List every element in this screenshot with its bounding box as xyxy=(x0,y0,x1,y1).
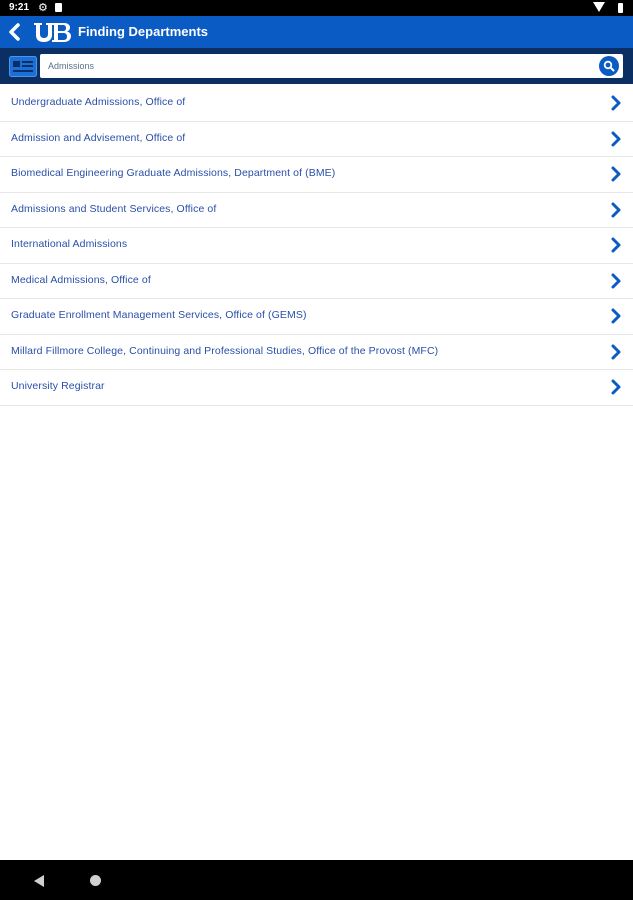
chevron-left-icon xyxy=(4,20,26,44)
list-item[interactable] xyxy=(0,335,633,371)
chevron-right-icon xyxy=(609,307,623,325)
list-item[interactable] xyxy=(0,86,633,122)
list-item[interactable] xyxy=(0,370,633,406)
chevron-right-icon xyxy=(609,272,623,290)
list-item-label: Graduate Enrollment Management Services, Office of (GEMS) xyxy=(11,309,307,321)
app-bar xyxy=(0,16,633,48)
back-button[interactable] xyxy=(4,20,26,44)
search-button[interactable] xyxy=(599,56,619,76)
search-input[interactable] xyxy=(48,58,588,74)
list-item-label: International Admissions xyxy=(11,238,128,250)
chevron-right-icon xyxy=(609,343,623,361)
list-item-label: Admission and Advisement, Office of xyxy=(11,131,186,144)
sd-card-icon xyxy=(55,3,62,12)
list-item-label: Medical Admissions, Office of xyxy=(11,273,151,286)
list-item-label: University Registrar xyxy=(11,380,105,392)
chevron-right-icon xyxy=(609,378,623,396)
list-item-label: Undergraduate Admissions, Office of xyxy=(11,96,186,108)
search-icon xyxy=(603,60,615,72)
status-bar xyxy=(0,0,633,16)
status-time: 9:21 xyxy=(9,2,30,13)
list-item[interactable] xyxy=(0,157,633,193)
chevron-right-icon xyxy=(609,165,623,183)
chevron-right-icon xyxy=(609,130,623,148)
list-item[interactable] xyxy=(0,122,633,158)
list-item[interactable] xyxy=(0,299,633,335)
search-box xyxy=(40,54,623,78)
list-item-label: Admissions and Student Services, Office of xyxy=(11,202,217,215)
home-circle-icon[interactable] xyxy=(90,875,101,886)
chevron-right-icon xyxy=(609,201,623,219)
ub-logo-icon xyxy=(32,21,72,43)
page-title: Finding Departments xyxy=(78,24,209,39)
back-triangle-icon[interactable] xyxy=(34,875,44,887)
list-item-label: Biomedical Engineering Graduate Admissions, Department of (BME) xyxy=(11,167,336,179)
chevron-right-icon xyxy=(609,236,623,254)
wifi-icon xyxy=(593,2,605,12)
list-item[interactable] xyxy=(0,193,633,229)
gear-icon: ⚙ xyxy=(38,2,48,14)
chevron-right-icon xyxy=(609,94,623,112)
list-item[interactable] xyxy=(0,228,633,264)
id-card-icon[interactable] xyxy=(9,56,37,77)
list-item-label: Millard Fillmore College, Continuing and Professional Studies, Office of the Provost (MFC) xyxy=(11,344,439,357)
battery-icon xyxy=(618,3,623,13)
list-item[interactable] xyxy=(0,264,633,300)
search-bar xyxy=(0,48,633,84)
results-list xyxy=(0,86,633,406)
system-nav-bar xyxy=(0,860,633,900)
